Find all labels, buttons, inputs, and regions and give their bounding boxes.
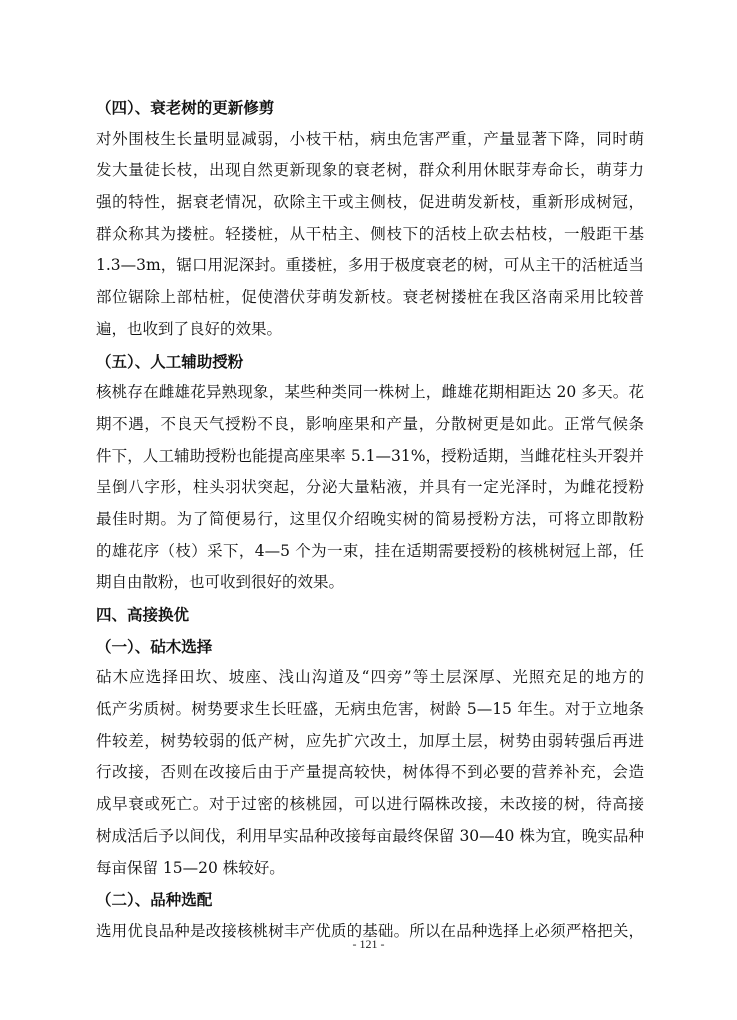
text-line: 件下，人工辅助授粉也能提高座果率 5.1—31%，授粉适期，当雌花柱头开裂并 bbox=[96, 446, 644, 465]
text-line: 件较差，树势较弱的低产树，应先扩穴改土，加厚土层，树势由弱转强后再进 bbox=[96, 731, 644, 750]
text-line: 砧木应选择田坎、坡座、浅山沟道及“四旁”等土层深厚、光照充足的地方的 bbox=[96, 668, 644, 687]
text-line: 发大量徒长枝，出现自然更新现象的衰老树，群众利用休眠芽寿命长，萌芽力 bbox=[96, 161, 644, 180]
section-heading: （二）、品种选配 bbox=[96, 890, 213, 910]
text-line: 最佳时期。为了简便易行，这里仅介绍晚实树的简易授粉方法，可将立即散粉 bbox=[96, 509, 644, 528]
text-line: 每亩保留 15—20 株较好。 bbox=[96, 858, 285, 877]
text-line: 期自由散粉，也可收到很好的效果。 bbox=[96, 573, 345, 592]
text-line: 遍，也收到了良好的效果。 bbox=[96, 319, 283, 338]
text-line: 成早衰或死亡。对于过密的核桃园，可以进行隔株改接，未改接的树，待高接 bbox=[96, 795, 644, 814]
page-number: - 121 - bbox=[352, 937, 385, 951]
section-heading: （一）、砧木选择 bbox=[96, 636, 213, 656]
section-heading: （五）、人工辅助授粉 bbox=[96, 351, 244, 371]
text-line: 树成活后予以间伐，利用早实品种改接每亩最终保留 30—40 株为宜，晚实品种 bbox=[96, 826, 644, 845]
text-line: 的雄花序（枝）采下，4—5 个为一束，挂在适期需要授粉的核桃树冠上部，任 bbox=[96, 541, 644, 560]
section-heading: （四）、衰老树的更新修剪 bbox=[96, 98, 275, 117]
text-line: 行改接，否则在改接后由于产量提高较快，树体得不到必要的营养补充，会造 bbox=[96, 763, 644, 782]
text-line: 呈倒八字形，柱头羽状突起，分泌大量粘液，并具有一定光泽时，为雌花授粉 bbox=[96, 478, 644, 497]
text-line: 强的特性，据衰老情况，砍除主干或主侧枝，促进萌发新枝，重新形成树冠， bbox=[96, 193, 644, 212]
text-line: 核桃存在雌雄花异熟现象，某些种类同一株树上，雌雄花期相距达 20 多天。花 bbox=[96, 383, 644, 402]
text-line: 对外围枝生长量明显减弱，小枝干枯，病虫危害严重，产量显著下降，同时萌 bbox=[96, 129, 644, 148]
page-body bbox=[96, 92, 644, 948]
text-line: 选用优良品种是改接核桃树丰产优质的基础。所以在品种选择上必须严格把关， bbox=[96, 921, 644, 940]
text-line: 部位锯除上部枯桩，促使潜伏芽萌发新枝。衰老树搂桩在我区洛南采用比较普 bbox=[96, 288, 644, 307]
text-line: 1.3—3m，锯口用泥深封。重搂桩，多用于极度衰老的树，可从主干的活桩适当 bbox=[96, 256, 644, 275]
text-line: 期不遇，不良天气授粉不良，影响座果和产量，分散树更是如此。正常气候条 bbox=[96, 414, 644, 433]
text-line: 低产劣质树。树势要求生长旺盛，无病虫危害，树龄 5—15 年生。对于立地条 bbox=[96, 700, 644, 719]
section-heading: 四、高接换优 bbox=[96, 605, 190, 624]
text-line: 群众称其为搂桩。轻搂桩，从干枯主、侧枝下的活枝上砍去枯枝，一般距干基 bbox=[96, 224, 644, 243]
